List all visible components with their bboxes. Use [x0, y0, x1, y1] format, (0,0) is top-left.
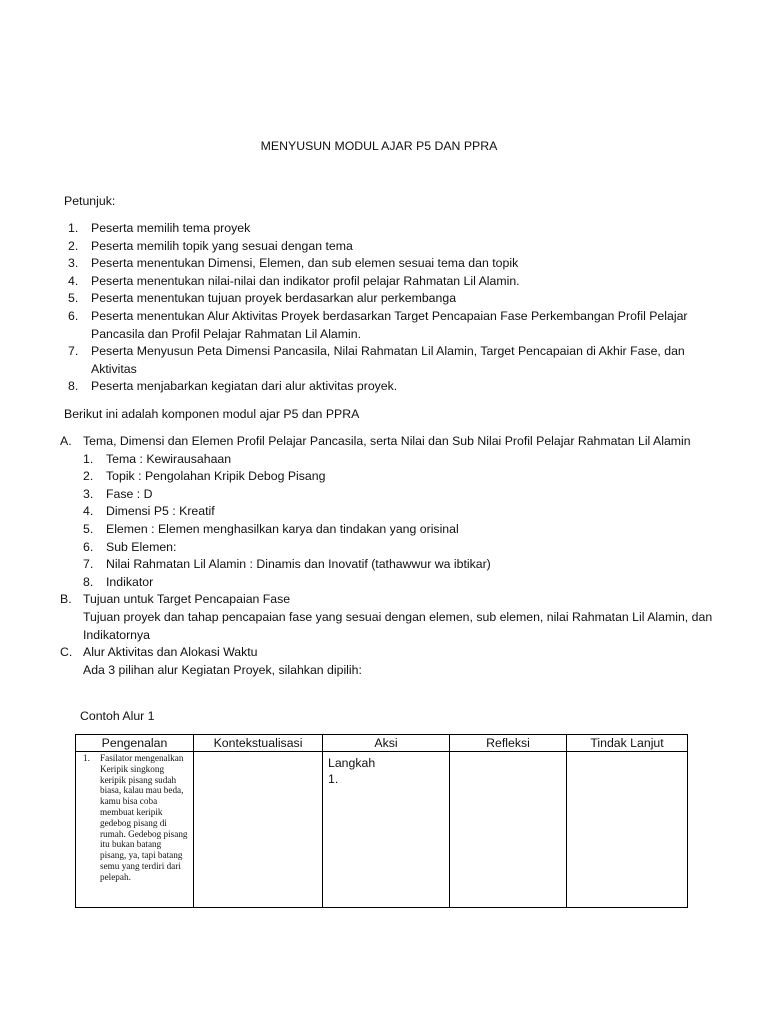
list-item [64, 255, 714, 273]
item-text: Sub Elemen: [106, 539, 177, 554]
section-letter: B. [60, 592, 72, 607]
item-text: Dimensi P5 : Kreatif [106, 504, 215, 519]
item-text: Tema : Kewirausahaan [106, 451, 232, 466]
item-text: Peserta Menyusun Peta Dimensi Pancasila, Nilai Rahmatan Lil Alamin, Target Pencapaian di Akhir Fase, dan Aktivitas [91, 344, 685, 376]
petunjuk-list [64, 220, 714, 396]
section-b [60, 591, 720, 644]
cell-aksi [323, 752, 450, 908]
section-title: Tujuan untuk Target Pencapaian Fase [83, 592, 291, 607]
item-number: 7. [83, 557, 94, 572]
item-number: 4. [68, 273, 79, 288]
list-item [83, 556, 720, 574]
item-text: Peserta menentukan Alur Aktivitas Proyek berdasarkan Target Pencapaian Fase Perkembangan Profil Pelajar Pancasila dan Profil Pelajar Rahmatan Lil Alamin. [91, 308, 688, 341]
item-text: Elemen : Elemen menghasilkan karya dan tindakan yang orisinal [106, 521, 459, 536]
section-body: Tujuan proyek dan tahap pencapaian fase yang sesuai dengan elemen, sub elemen, nilai Rahmatan Lil Alamin, dan Indikatornya [83, 609, 713, 642]
alur-table [75, 734, 688, 908]
item-number: 5. [83, 521, 94, 536]
petunjuk-label: Petunjuk: [64, 194, 116, 208]
component-sections [60, 433, 720, 679]
item-text: Peserta menjabarkan kegiatan dari alur aktivitas proyek. [91, 379, 398, 394]
list-item [83, 574, 720, 592]
item-text: Indikator [106, 574, 154, 589]
list-item [83, 539, 720, 557]
aksi-step-number: 1. [328, 772, 339, 786]
column-header-kontekstualisasi: Kontekstualisasi [194, 735, 323, 752]
item-number: 1. [83, 451, 94, 466]
column-header-tindak-lanjut: Tindak Lanjut [567, 735, 688, 752]
list-item [83, 503, 720, 521]
cell-tindak-lanjut [567, 752, 688, 908]
item-number: 5. [68, 291, 79, 306]
item-number: 8. [83, 574, 94, 589]
column-header-refleksi: Refleksi [450, 735, 567, 752]
column-header-aksi: Aksi [323, 735, 450, 752]
item-number: 6. [83, 539, 94, 554]
intro-paragraph: Berikut ini adalah komponen modul ajar P5 dan PPRA [64, 407, 360, 421]
column-header-pengenalan: Pengenalan [76, 735, 194, 752]
item-text: Fase : D [106, 486, 153, 501]
list-item [64, 273, 714, 291]
section-body: Ada 3 pilihan alur Kegiatan Proyek, silahkan dipilih: [83, 662, 362, 677]
item-text: Peserta menentukan nilai-nilai dan indikator profil pelajar Rahmatan Lil Alamin. [91, 273, 520, 288]
item-number: 4. [83, 504, 94, 519]
list-item [64, 238, 714, 256]
section-title: Alur Aktivitas dan Alokasi Waktu [83, 645, 258, 660]
item-number: 1. [68, 221, 79, 235]
section-c [60, 644, 720, 679]
item-number: 7. [68, 344, 79, 359]
section-title: Tema, Dimensi dan Elemen Profil Pelajar Pancasila, serta Nilai dan Sub Nilai Profil Pelajar Rahmatan Lil Alamin [83, 434, 691, 448]
item-text: Peserta memilih tema proyek [91, 221, 251, 235]
contoh-alur-label: Contoh Alur 1 [80, 709, 155, 723]
pengenalan-text: Fasilator mengenalkan Keripik singkong keripik pisang sudah biasa, kalau mau beda, kamu bisa coba membuat keripik gedebog pisang di rumah. Gedebog pisang itu bukan batang pisang, ya, tapi batang semu yang terdiri dari pelepah. [100, 753, 188, 882]
list-item [64, 308, 714, 343]
aksi-langkah-label: Langkah [328, 756, 376, 770]
item-number: 6. [68, 308, 79, 323]
list-item [83, 486, 720, 504]
item-number: 2. [68, 238, 79, 253]
item-number: 1. [83, 753, 90, 763]
item-number: 8. [68, 379, 79, 394]
item-number: 3. [83, 486, 94, 501]
section-letter: A. [60, 434, 72, 448]
item-text: Peserta memilih topik yang sesuai dengan tema [91, 238, 353, 253]
cell-pengenalan [76, 752, 194, 908]
list-item [83, 521, 720, 539]
table-header-row [76, 735, 688, 752]
item-text: Peserta menentukan tujuan proyek berdasarkan alur perkembanga [91, 291, 457, 306]
list-item [64, 378, 714, 396]
cell-kontekstualisasi [194, 752, 323, 908]
section-letter: C. [60, 645, 73, 660]
item-number: 3. [68, 256, 79, 271]
list-item [64, 343, 714, 378]
list-item [64, 290, 714, 308]
section-a-list [83, 451, 720, 592]
section-a [60, 433, 720, 591]
item-text: Peserta menentukan Dimensi, Elemen, dan sub elemen sesuai tema dan topik [91, 256, 519, 271]
list-item [83, 468, 720, 486]
document-title: MENYUSUN MODUL AJAR P5 DAN PPRA [260, 139, 498, 153]
item-number: 2. [83, 469, 94, 484]
item-text: Nilai Rahmatan Lil Alamin : Dinamis dan Inovatif (tathawwur wa ibtikar) [106, 557, 491, 572]
table-row [76, 752, 688, 908]
list-item [64, 220, 714, 238]
item-text: Topik : Pengolahan Kripik Debog Pisang [106, 469, 326, 484]
list-item [83, 451, 720, 469]
cell-refleksi [450, 752, 567, 908]
